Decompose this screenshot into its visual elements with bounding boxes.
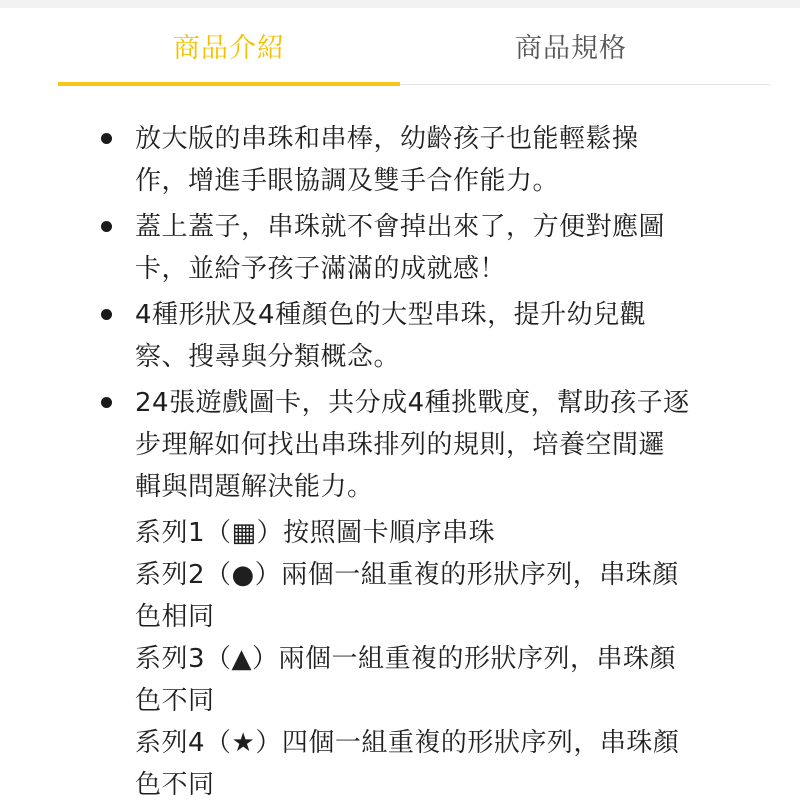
bullet-text: 作，增進手眼協調及雙手合作能力。 [135,166,560,196]
bullet-text: 卡，並給予孩子滿滿的成就感！ [135,254,507,284]
feature-list [0,118,800,508]
list-item [0,118,735,202]
product-description [0,118,800,806]
bullet-text: 4種形狀及4種顏色的大型串珠，提升幼兒觀 [135,300,647,330]
series-4-text-cont: 色不同 [135,770,215,800]
top-strip [0,0,800,8]
bullet-text: 放大版的串珠和串棒，幼齡孩子也能輕鬆操 [135,124,639,154]
series-3-text-cont: 色不同 [135,686,215,716]
active-tab-indicator [58,82,400,86]
series-2-text: 系列2（●）兩個一組重複的形狀序列，串珠顏 [135,560,679,590]
bullet-text: 蓋上蓋子，串珠就不會掉出來了，方便對應圖 [135,212,666,242]
bullet-text: 察、搜尋與分類概念。 [135,342,401,372]
tab-bar [0,8,800,86]
series-list [0,512,800,806]
series-3-text: 系列3（▲）兩個一組重複的形狀序列，串珠顏 [135,644,677,674]
tab-specification[interactable]: 商品規格 [515,32,627,64]
bullet-icon [101,397,112,408]
list-item [0,382,735,508]
series-1-text: 系列1（▦）按照圖卡順序串珠 [135,518,496,548]
bullet-icon [101,309,112,320]
bullet-icon [101,133,112,144]
series-2-text-cont: 色相同 [135,602,215,632]
tab-description[interactable]: 商品介紹 [173,32,285,64]
bullet-text: 輯與問題解決能力。 [135,472,374,502]
list-item [0,294,735,378]
list-item [0,206,735,290]
series-4-text: 系列4（★）四個一組重複的形狀序列，串珠顏 [135,728,680,758]
bullet-icon [101,221,112,232]
bullet-text: 步理解如何找出串珠排列的規則，培養空間邏 [135,430,666,460]
bullet-text: 24張遊戲圖卡，共分成4種挑戰度，幫助孩子逐 [135,388,690,418]
